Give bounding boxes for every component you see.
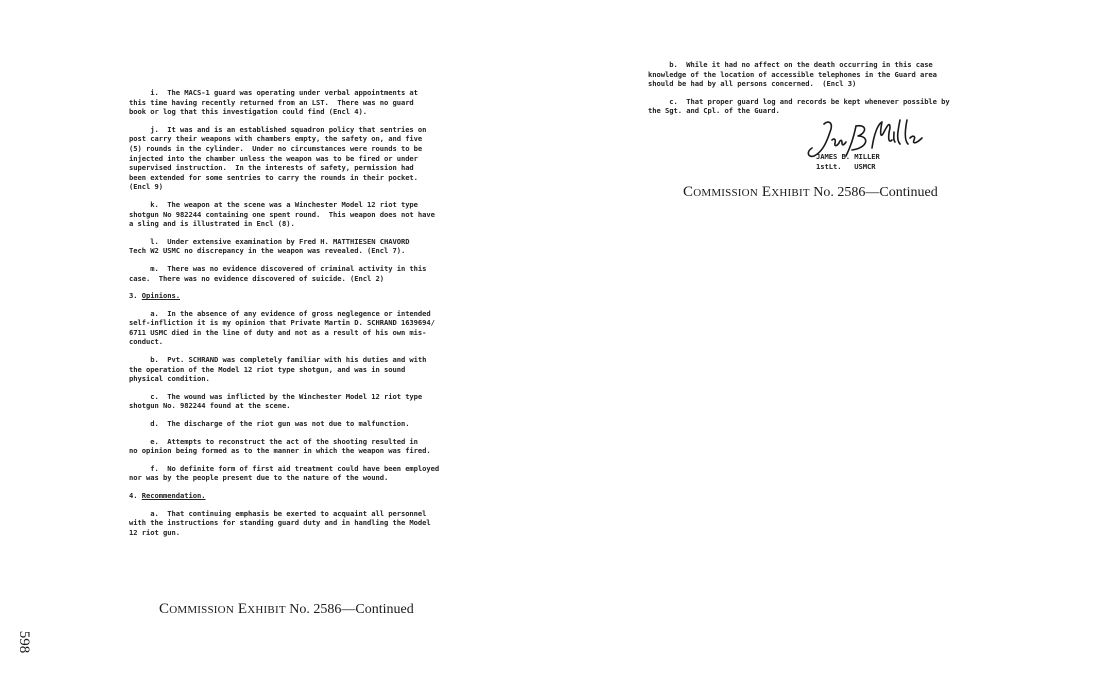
recommendation-number: 4. [129, 491, 138, 500]
left-page-body [129, 88, 481, 545]
paragraph [129, 264, 481, 283]
text-line: nor was by the people present due to the nature of the wound. [129, 473, 389, 483]
text-line: this time having recently returned from an LST. There was no guard [129, 97, 414, 107]
text-line: c. That proper guard log and records be kept whenever possible by [648, 96, 950, 106]
right-page-body [648, 60, 993, 180]
paragraph [129, 392, 481, 411]
text-line: physical condition. [129, 374, 210, 384]
text-line: a. That continuing emphasis be exerted to acquaint all personnel [129, 508, 427, 518]
text-line: self-infliction it is my opinion that Private Martin D. SCHRAND 1639694/ [129, 318, 435, 328]
paragraph [129, 355, 481, 384]
text-line: a sling and is illustrated in Encl (8). [129, 219, 295, 229]
paragraph [129, 419, 481, 429]
paragraph [129, 88, 481, 117]
text-line: b. Pvt. SCHRAND was completely familiar with his duties and with [129, 355, 427, 365]
paragraph [129, 125, 481, 192]
recommendation-heading [129, 491, 481, 501]
text-line: should be had by all persons concerned. (Encl 3) [648, 79, 857, 89]
text-line: a. In the absence of any evidence of gross neglegence or intended [129, 308, 431, 318]
text-line: l. Under extensive examination by Fred H. MATTHIESEN CHAVORD [129, 236, 410, 246]
caption-suffix: No. 2586—Continued [813, 185, 938, 200]
paragraph [129, 237, 481, 256]
text-line: supervised instruction. In the interests of safety, permission had [129, 163, 414, 173]
opinions-number: 3. [129, 291, 138, 301]
text-line: f. No definite form of first aid treatment could have been employed [129, 463, 440, 473]
paragraph [129, 200, 481, 229]
caption-suffix: No. 2586—Continued [289, 602, 414, 617]
text-line: shotgun No 982244 containing one spent round. This weapon does not have [129, 209, 435, 219]
text-line: the operation of the Model 12 riot type shotgun, and was in sound [129, 364, 406, 374]
text-line: (Encl 9) [129, 182, 163, 192]
opinions-title: Opinions. [141, 291, 180, 301]
left-page-caption [159, 601, 414, 618]
text-line: been extended for some sentries to carry the rounds in their pocket. [129, 172, 418, 182]
recommendations-list [129, 509, 481, 538]
opinions-list [129, 309, 481, 483]
text-line: the Sgt. and Cpl. of the Guard. [648, 106, 780, 116]
text-line: k. The weapon at the scene was a Winchester Model 12 riot type [129, 199, 418, 209]
paragraph [648, 60, 993, 89]
paragraph [648, 97, 993, 116]
text-line: j. It was and is an established squadron policy that sentries on [129, 124, 427, 134]
right-page-caption [683, 184, 938, 201]
text-line: conduct. [129, 337, 163, 347]
text-line: Tech W2 USMC no discrepancy in the weapon was revealed. (Encl 7). [129, 246, 406, 256]
text-line: 6711 USMC died in the line of duty and not as a result of his own mis- [129, 327, 427, 337]
opinions-heading [129, 291, 481, 301]
paragraph [129, 309, 481, 347]
text-line: e. Attempts to reconstruct the act of the shooting resulted in [129, 436, 418, 446]
text-line: injected into the chamber unless the weapon was to be fired or under [129, 153, 418, 163]
text-line: d. The discharge of the riot gun was not due to malfunction. [129, 419, 410, 429]
text-line: no opinion being formed as to the manner in which the weapon was fired. [129, 446, 431, 456]
left-paragraphs [129, 88, 481, 283]
page-number: 598 [16, 630, 32, 654]
signature-rank: 1stLt. USMCR [816, 161, 876, 171]
paragraph [129, 464, 481, 483]
text-line: b. While it had no affect on the death occurring in this case [648, 60, 933, 69]
caption-prefix: Commission Exhibit [683, 184, 810, 200]
paragraph [129, 437, 481, 456]
text-line: (5) rounds in the cylinder. Under no circumstances were rounds to be [129, 143, 423, 153]
right-paragraphs [648, 60, 993, 116]
text-line: with the instructions for standing guard duty and in handling the Model [129, 518, 431, 528]
text-line: 12 riot gun. [129, 527, 180, 537]
paragraph [129, 509, 481, 538]
text-line: shotgun No. 982244 found at the scene. [129, 401, 291, 411]
text-line: c. The wound was inflicted by the Winchester Model 12 riot type [129, 391, 423, 401]
text-line: book or log that this investigation could find (Encl 4). [129, 107, 367, 117]
text-line: i. The MACS-1 guard was operating under verbal appointments at [129, 88, 418, 97]
text-line: post carry their weapons with chambers empty, the safety on, and five [129, 134, 423, 144]
text-line: knowledge of the location of accessible telephones in the Guard area [648, 69, 937, 79]
recommendation-title: Recommendation. [141, 491, 206, 500]
text-line: case. There was no evidence discovered of suicide. (Encl 2) [129, 273, 384, 283]
signature-name: JAMES B. MILLER [816, 151, 880, 161]
caption-prefix: Commission Exhibit [159, 601, 286, 617]
text-line: m. There was no evidence discovered of criminal activity in this [129, 263, 427, 273]
signature-block [648, 124, 993, 180]
